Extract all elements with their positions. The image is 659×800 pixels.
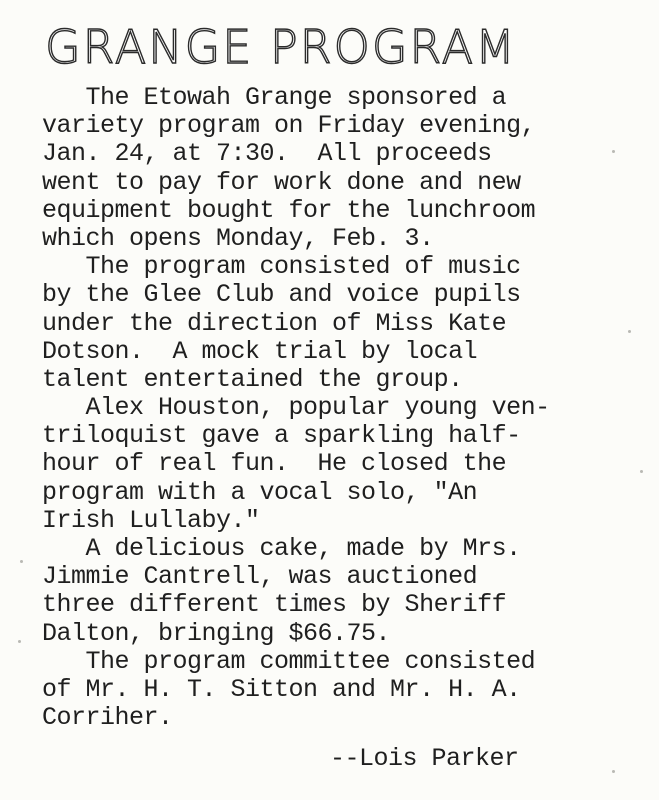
article-line: triloquist gave a sparkling half- xyxy=(42,421,521,451)
article-line: Irish Lullaby." xyxy=(42,505,260,535)
article-line: which opens Monday, Feb. 3. xyxy=(42,223,434,253)
article-line: hour of real fun. He closed the xyxy=(42,449,507,479)
article-line: The program committee consisted xyxy=(42,646,536,676)
article-line: three different times by Sheriff xyxy=(42,590,507,620)
paper-speck xyxy=(20,560,23,563)
article-line: Jimmie Cantrell, was auctioned xyxy=(42,562,478,592)
article-line: Corriher. xyxy=(42,703,173,733)
article-line: variety program on Friday evening, xyxy=(42,111,536,141)
article-line: Dalton, bringing $66.75. xyxy=(42,618,391,648)
article-line: The program consisted of music xyxy=(42,252,521,282)
article-title: GRANGE PROGRAM xyxy=(45,20,517,74)
article-line: by the Glee Club and voice pupils xyxy=(42,280,521,310)
article-line: went to pay for work done and new xyxy=(42,167,521,197)
article-line: of Mr. H. T. Sitton and Mr. H. A. xyxy=(42,674,521,704)
article-line: A delicious cake, made by Mrs. xyxy=(42,534,521,563)
article-line: equipment bought for the lunchroom xyxy=(42,195,536,225)
article-body xyxy=(42,84,642,732)
article-line: Dotson. A mock trial by local xyxy=(42,336,478,366)
article-line: Jan. 24, at 7:30. All proceeds xyxy=(42,139,492,169)
article-line: Alex Houston, popular young ven- xyxy=(42,393,550,423)
article-line: talent entertained the group. xyxy=(42,364,463,394)
paper-speck xyxy=(18,640,21,643)
article-line: program with a vocal solo, "An xyxy=(42,477,478,507)
paper-speck xyxy=(612,770,615,773)
article-line: under the direction of Miss Kate xyxy=(42,308,507,338)
author-byline: --Lois Parker xyxy=(330,744,519,773)
article-line: The Etowah Grange sponsored a xyxy=(42,83,507,112)
